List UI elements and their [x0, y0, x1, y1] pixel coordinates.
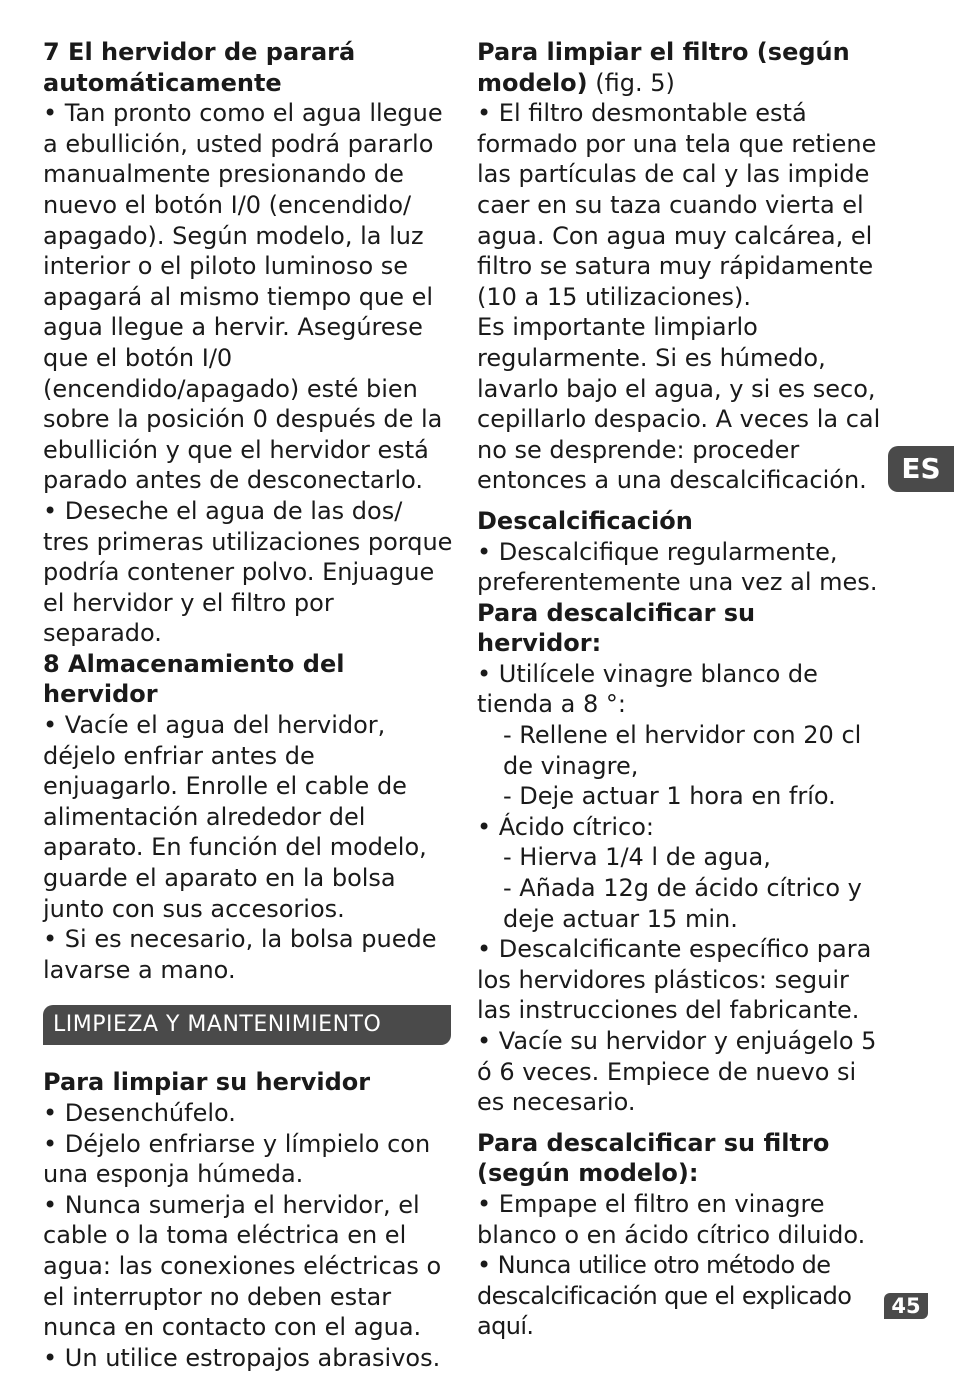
descale-filter-title: Para descalcificar su filtro (según modelo):	[477, 1128, 830, 1188]
section-7-title: 7 El hervidor de parará automáticamente	[43, 38, 356, 97]
descaling-title: Descalcificación	[477, 506, 693, 535]
list-item: • Tan pronto como el agua llegue a ebullición, usted podrá pararlo manualmente presionando de nuevo el botón I/0 (encendido/ apagado). Según modelo, la luz interior o el piloto luminoso se apagará al mismo tiempo que el agua llegue a hervir. Asegúrese que el botón I/0 (encendido/apagado) esté bien sobre la posición 0 después de la ebullición y que el hervidor está parado antes de desconectarlo.	[43, 99, 443, 495]
list-item: • Vacíe el agua del hervidor, déjelo enfriar antes de enjuagarlo. Enrolle el cable de alimentación alrededor del aparato. En función del modelo, guarde el aparato en la bolsa junto con sus accesorios.	[43, 711, 427, 923]
list-item: • Nunca utilice otro método de descalcificación que el explicado aquí.	[477, 1251, 852, 1341]
list-item: • Déjelo enfriarse y límpielo con una esponja húmeda.	[43, 1129, 431, 1189]
sub-list-item: - Deje actuar 1 hora en frío.	[503, 782, 836, 811]
page-number: 45	[884, 1293, 928, 1319]
list-item: • Si es necesario, la bolsa puede lavarse a mano.	[43, 925, 437, 984]
filter-title: Para limpiar el filtro (según modelo)	[477, 38, 850, 97]
list-item: • Un utilice estropajos abrasivos.	[43, 1343, 441, 1372]
list-item: • Ácido cítrico:	[477, 812, 654, 841]
list-item: • Descalcificante específico para los hervidores plásticos: seguir las instrucciones del fabricante.	[477, 935, 872, 1025]
descale-kettle-title: Para descalcificar su hervidor:	[477, 598, 756, 658]
clean-kettle-title: Para limpiar su hervidor	[43, 1068, 371, 1097]
language-tab: ES	[888, 446, 954, 492]
right-column	[477, 37, 887, 1342]
list-item: • Descalcifique regularmente, preferentemente una vez al mes.	[477, 537, 878, 597]
paragraph: Es importante limpiarlo regularmente. Si es húmedo, lavarlo bajo el agua, y si es seco, cepillarlo despacio. A veces la cal no se desprende: proceder entonces a una descalcificación.	[477, 313, 881, 495]
filter-heading	[477, 37, 887, 98]
left-column	[43, 37, 455, 1373]
figure-reference: (fig. 5)	[587, 68, 675, 97]
list-item: • Vacíe su hervidor y enjuágelo 5 ó 6 veces. Empiece de nuevo si es necesario.	[477, 1027, 877, 1117]
list-item: • Utilícele vinagre blanco de tienda a 8 °:	[477, 659, 818, 719]
list-item: • El filtro desmontable está formado por una tela que retiene las partículas de cal y las impide caer en su taza cuando vierta el agua. Con agua muy calcárea, el filtro se satura muy rápidamente (10 a 15 utilizaciones).	[477, 99, 877, 311]
section-heading-bar: LIMPIEZA Y MANTENIMIENTO	[43, 1005, 451, 1045]
list-item: • Nunca sumerja el hervidor, el cable o la toma eléctrica en el agua: las conexiones eléctricas o el interruptor no deben estar nunca en contacto con el agua.	[43, 1190, 442, 1342]
list-item: • Empape el filtro en vinagre blanco o en ácido cítrico diluido.	[477, 1189, 866, 1249]
list-item: • Desenchúfelo.	[43, 1099, 236, 1127]
sub-list-item: - Añada 12g de ácido cítrico y deje actuar 15 min.	[503, 874, 862, 933]
sub-list-item: - Hierva 1/4 l de agua,	[503, 843, 771, 872]
section-8-title: 8 Almacenamiento del hervidor	[43, 649, 345, 709]
list-item: • Deseche el agua de las dos/ tres primeras utilizaciones porque podría contener polvo. Enjuague el hervidor y el filtro por separado.	[43, 496, 453, 648]
sub-list-item: - Rellene el hervidor con 20 cl de vinagre,	[503, 721, 862, 780]
